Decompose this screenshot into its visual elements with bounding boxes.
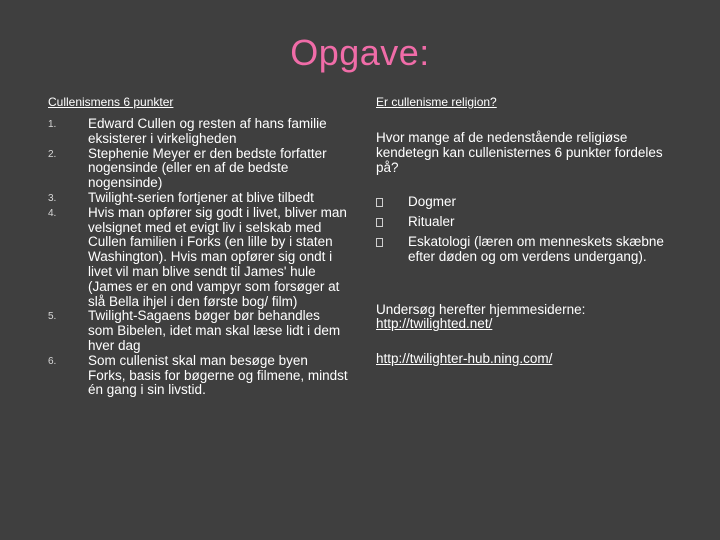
bullet-text: Ritualer — [408, 214, 455, 230]
list-item — [48, 309, 348, 353]
question-text: Hvor mange af de nedenstående religiøse kendetegn kan cullenisternes 6 punkter fordeles på? — [376, 130, 663, 175]
item-number: 1. — [48, 119, 57, 130]
item-text: Hvis man opfører sig godt i livet, bliver man velsignet med et evigt liv i selskab med Cullen familien i Forks (en lille by i staten Washington). Hvis man opfører sig ondt i livet vil man blive sendt til James' hule (James er en ond vampyr som forsøger at slå Bella ihjel i den første bog/ film) — [88, 204, 347, 309]
points-list — [48, 117, 348, 398]
item-text: Stephenie Meyer er den bedste forfatter nogensinde (eller en af de bedste nogensinde) — [88, 145, 327, 191]
link-twilighted[interactable]: http://twilighted.net/ — [376, 316, 493, 332]
list-item — [48, 354, 348, 398]
bullet-box-icon — [376, 198, 383, 207]
item-number: 3. — [48, 192, 57, 204]
list-item — [376, 215, 666, 230]
item-number: 5. — [48, 311, 57, 323]
item-text: Twilight-Sagaens bøger bør behandles som Bibelen, idet man skal læse lidt i dem hver dag — [88, 308, 341, 353]
item-text: Twilight-serien fortjener at blive tilbedt — [88, 189, 314, 205]
slide-title: Opgave: — [290, 32, 430, 73]
list-item — [48, 206, 348, 310]
item-number: 4. — [48, 207, 57, 219]
explore-text: Undersøg herefter hjemmesiderne: — [376, 301, 586, 317]
list-item — [48, 191, 348, 206]
list-item — [376, 235, 666, 265]
item-number: 2. — [48, 148, 57, 160]
list-item — [376, 195, 666, 210]
bullet-text: Eskatologi (læren om menneskets skæbne efter døden og om verdens undergang). — [408, 233, 664, 264]
list-item — [48, 147, 348, 191]
right-heading: Er cullenisme religion? — [376, 95, 497, 109]
item-text: Edward Cullen og resten af hans familie eksisterer i virkeligheden — [88, 116, 327, 146]
left-heading: Cullenismens 6 punkter — [48, 95, 174, 109]
left-column — [48, 95, 348, 398]
item-number: 6. — [48, 355, 57, 367]
link-twilighter-hub[interactable]: http://twilighter-hub.ning.com/ — [376, 351, 553, 367]
list-item — [48, 117, 348, 147]
bullet-text: Dogmer — [408, 194, 457, 210]
right-column — [376, 95, 666, 367]
traits-list — [376, 195, 666, 264]
bullet-box-icon — [376, 238, 383, 247]
item-text: Som cullenist skal man besøge byen Forks, basis for bøgerne og filmene, mindst én gang i sin livstid. — [88, 352, 348, 398]
bullet-box-icon — [376, 218, 383, 227]
